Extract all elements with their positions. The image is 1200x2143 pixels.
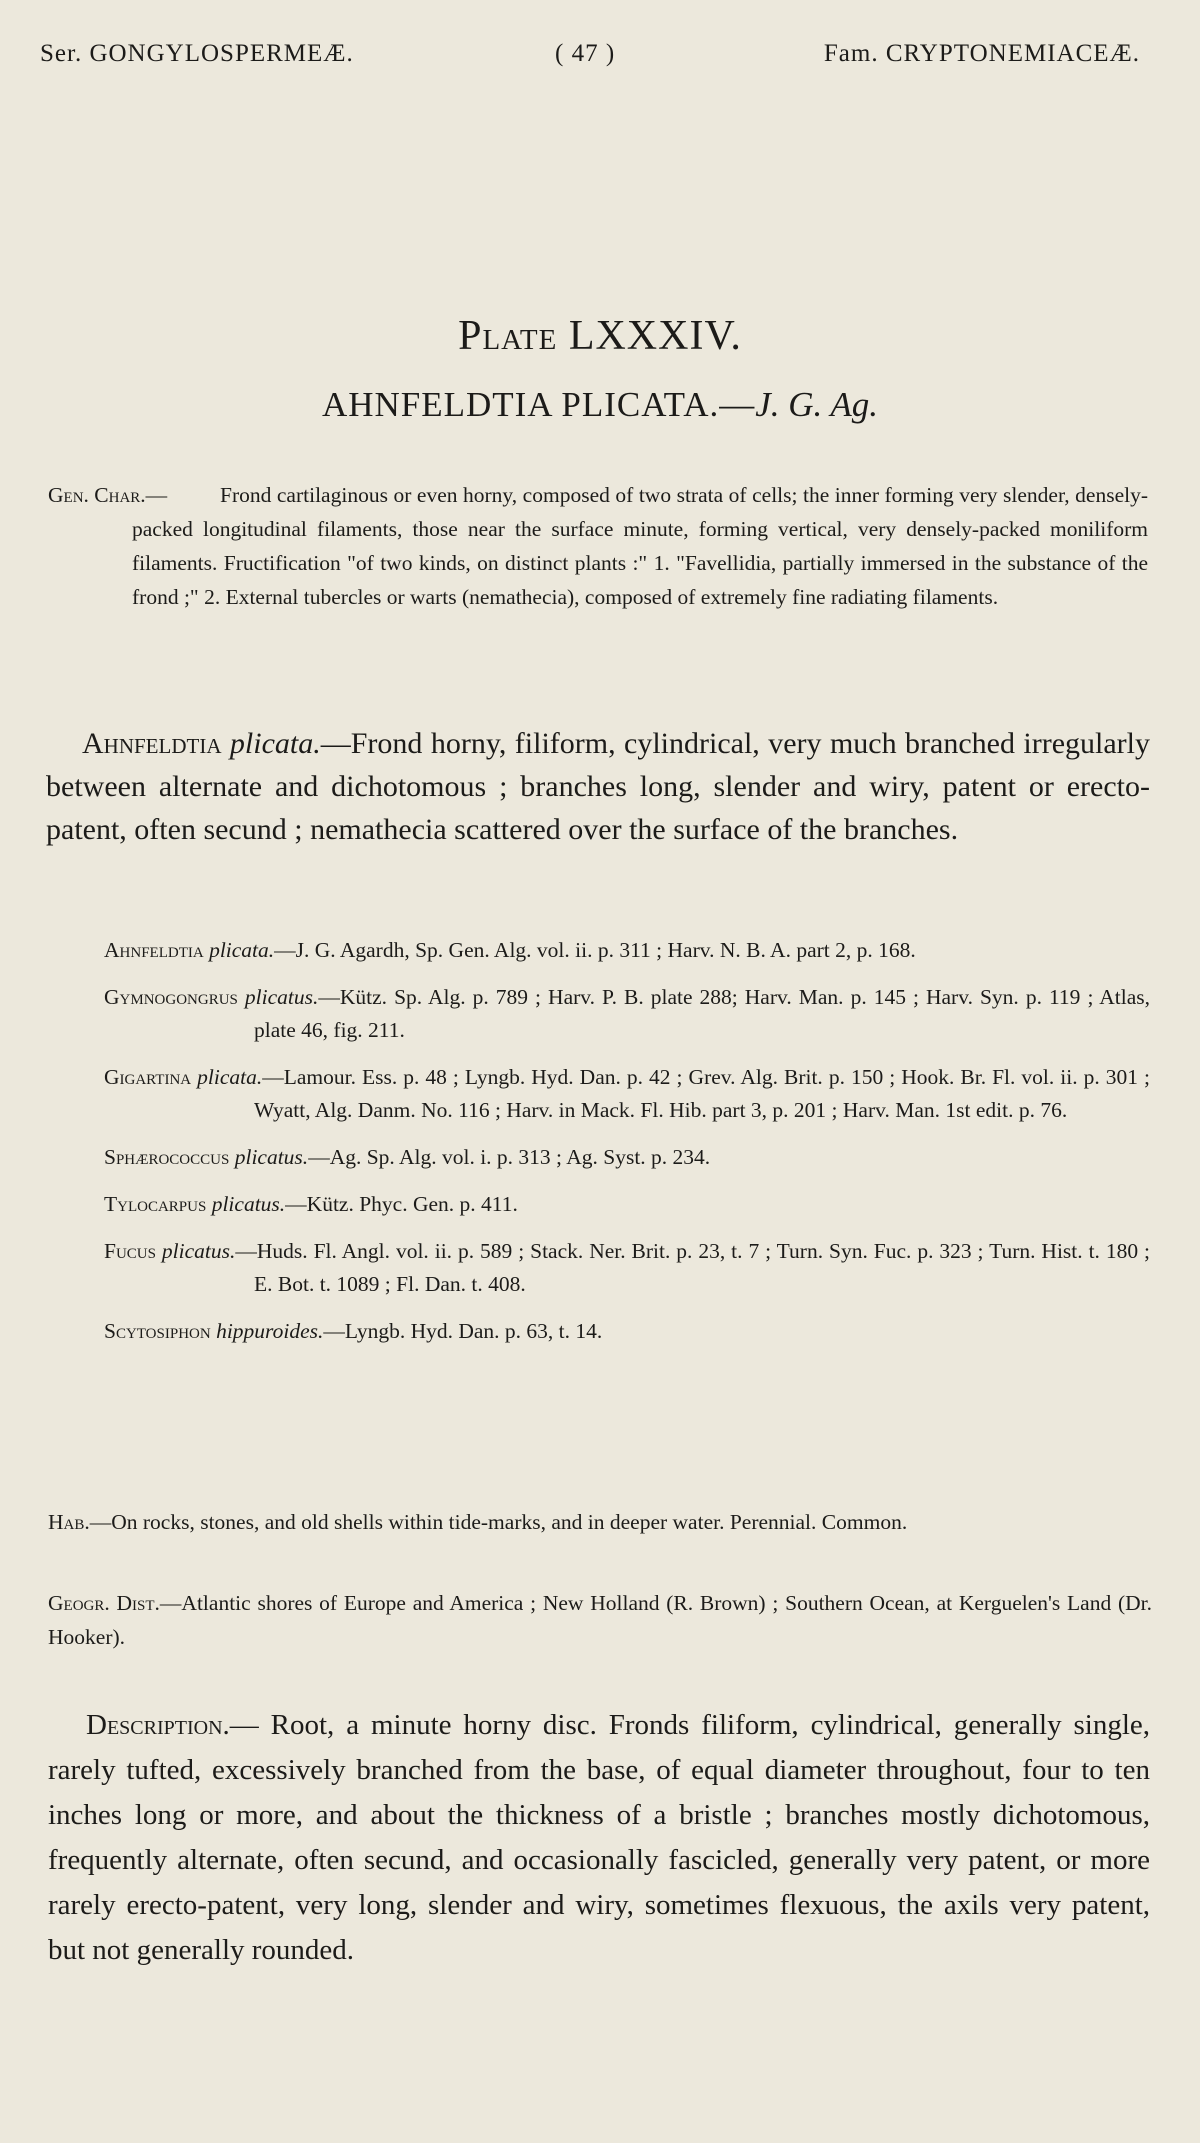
synonym-entry [104,1235,1150,1301]
synonym-reference: —Lyngb. Hyd. Dan. p. 63, t. 14. [323,1319,603,1343]
running-head [40,40,1140,80]
species-author: J. G. Ag. [755,385,879,424]
species-title [0,385,1200,425]
synonym-epithet: plicata. [197,1065,263,1089]
synonymy-list [104,934,1150,1362]
running-head-family: Fam. CRYPTONEMIACEÆ. [823,40,1140,67]
synonym-genus: Tylocarpus [104,1192,207,1216]
species-diagnosis-epithet: plicata. [229,727,321,760]
synonym-epithet: hippuroides. [216,1319,324,1343]
geographic-distribution-text: Atlantic shores of Europe and America ; New Holland (R. Brown) ; Southern Ocean, at Kerguelen's Land (Dr. Hooker). [48,1591,1152,1649]
generic-character-label: Gen. Char.— [48,483,168,507]
description [48,1703,1150,1973]
species-diagnosis [46,722,1150,851]
habitat-label: Hab.— [48,1510,112,1534]
synonym-entry [104,1188,1150,1221]
synonym-epithet: plicatus. [234,1145,309,1169]
synonym-reference: —Lamour. Ess. p. 48 ; Lyngb. Hyd. Dan. p. 42 ; Grev. Alg. Brit. p. 150 ; Hook. Br. Fl. vol. ii. p. 301 ; Wyatt, Alg. Danm. No. 116 ; Harv. in Mack. Fl. Hib. part 3, p. 201 ; Harv. Man. 1st edit. p. 76. [254,1065,1151,1122]
synonym-entry [104,1061,1150,1127]
generic-character-text: Frond cartilaginous or even horny, composed of two strata of cells; the inner forming very slender, densely-packed longitudinal filaments, those near the surface minute, forming vertical, very densely-packed moniliform filaments. Fructification "of two kinds, on distinct plants :" 1. "Favellidia, partially immersed in the substance of the frond ;" 2. External tubercles or warts (nemathecia), composed of extremely fine radiating filaments. [132,483,1148,609]
synonym-entry [104,1315,1150,1348]
description-text: Root, a minute horny disc. Fronds filiform, cylindrical, generally single, rarely tufted, excessively branched from the base, of equal diameter throughout, four to ten inches long or more, and about the thickness of a bristle ; branches mostly dichotomous, frequently alternate, often secund, and occasionally fascicled, generally very patent, or more rarely erecto-patent, very long, slender and wiry, sometimes flexuous, the axils very patent, but not generally rounded. [48,1709,1150,1966]
habitat-text: On rocks, stones, and old shells within tide-marks, and in deeper water. Perennial. Common. [111,1510,908,1534]
species-diagnosis-text: —Frond horny, filiform, cylindrical, very much branched irregularly between alternate and dichotomous ; branches long, slender and wiry, patent or erecto-patent, often secund ; nemathecia scattered over the surface of the branches. [46,727,1150,846]
synonym-reference: —Huds. Fl. Angl. vol. ii. p. 589 ; Stack. Ner. Brit. p. 23, t. 7 ; Turn. Syn. Fuc. p. 323 ; Turn. Hist. t. 180 ; E. Bot. t. 1089 ; Fl. Dan. t. 408. [235,1239,1151,1296]
generic-character [48,478,1148,614]
geographic-distribution-label: Geogr. Dist.— [48,1591,182,1615]
synonym-genus: Sphærococcus [104,1145,230,1169]
synonym-genus: Scytosiphon [104,1319,211,1343]
synonym-epithet: plicata. [209,938,275,962]
species-diagnosis-genus: Ahnfeldtia [82,727,222,760]
synonym-epithet: plicatus. [211,1192,286,1216]
habitat [48,1505,1152,1539]
synonym-reference: —Kütz. Phyc. Gen. p. 411. [285,1192,518,1216]
synonym-entry [104,981,1150,1047]
synonym-entry [104,934,1150,967]
synonym-reference: —Ag. Sp. Alg. vol. i. p. 313 ; Ag. Syst. p. 234. [308,1145,711,1169]
synonym-genus: Ahnfeldtia [104,938,204,962]
page-number: ( 47 ) [555,40,616,67]
synonym-genus: Gigartina [104,1065,192,1089]
synonym-epithet: plicatus. [161,1239,236,1263]
synonym-genus: Fucus [104,1239,156,1263]
synonym-entry [104,1141,1150,1174]
species-name: AHNFELDTIA PLICATA.— [321,385,756,424]
synonym-epithet: plicatus. [244,985,319,1009]
running-head-series: Ser. GONGYLOSPERMEÆ. [40,40,354,67]
geographic-distribution [48,1586,1152,1654]
synonym-genus: Gymnogongrus [104,985,238,1009]
plate-title: Plate LXXXIV. [458,313,742,359]
description-label: Description.— [86,1709,259,1741]
synonym-reference: —Kütz. Sp. Alg. p. 789 ; Harv. P. B. plate 288; Harv. Man. p. 145 ; Harv. Syn. p. 119 ; Atlas, plate 46, fig. 211. [254,985,1151,1042]
synonym-reference: —J. G. Agardh, Sp. Gen. Alg. vol. ii. p. 311 ; Harv. N. B. A. part 2, p. 168. [274,938,916,962]
